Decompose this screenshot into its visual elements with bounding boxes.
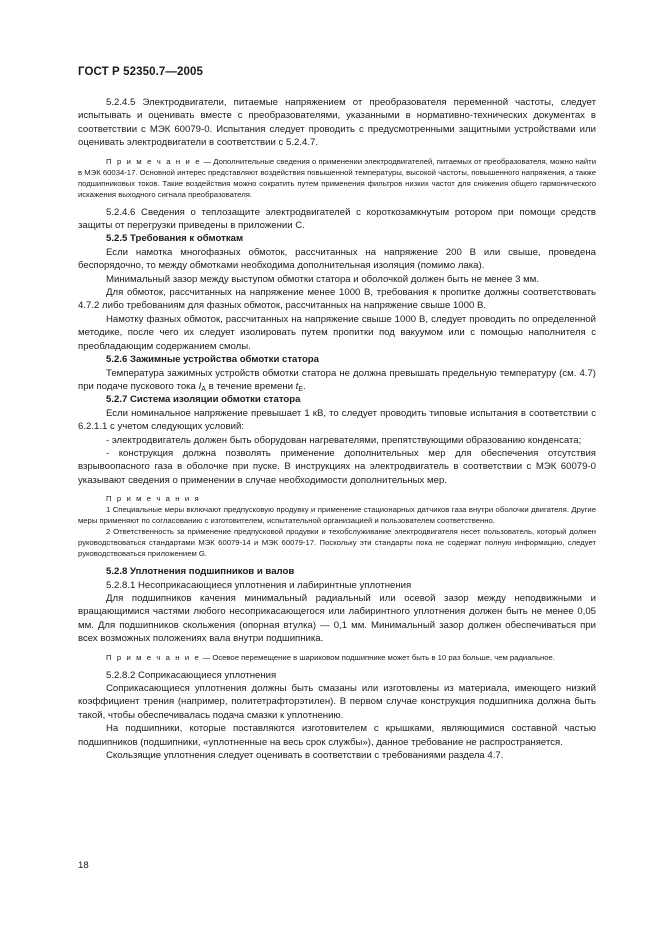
paragraph: - электродвигатель должен быть оборудован нагревателями, препятствующими образованию конденсата; [106,434,582,446]
section-heading: 5.2.5 Требования к обмоткам [106,233,244,245]
symbol-subscript: A [201,385,206,393]
section-heading: 5.2.6 Зажимные устройства обмотки статора [106,354,320,366]
paragraph: Скользящие уплотнения следует оценивать в соответствии с требованиями раздела 4.7. [106,750,504,762]
symbol-subscript: E [298,385,304,393]
note-label: П р и м е ч а н и е [106,652,201,662]
paragraph: Для подшипников качения минимальный радиальный или осевой зазор между неподвижными и вращающимися частями любого несоприкасающегося или лабиринтного уплотнения должен быть не менее 0,05 мм. Для подшипников скольжения (опорная втулка) — 0,1 мм. Минимальный зазор должен обеспечиваться при всех возможных положениях вала внутри подшипника. [78,592,596,645]
paragraph: Для обмоток, рассчитанных на напряжение менее 1000 В, требования к пропитке должны соответствовать 4.7.2 либо требованиям для фазных обмоток, рассчитанных на напряжение свыше 1000 В. [78,287,596,312]
section-heading: 5.2.7 Система изоляции обмотки статора [106,394,301,406]
paragraph [78,367,596,394]
note-paragraph: 2 Ответственность за применение предпусковой продувки и техобслуживание электродвигателя несет пользователь, который должен руководствоваться стандартами МЭК 60079-14 и МЭК 60079-17. Поскольку эти стандарты пока не содержат полную информацию, следует руководствоваться приложением G. [78,527,596,559]
document-header: ГОСТ Р 52350.7—2005 [78,66,203,78]
page-number: 18 [78,860,89,871]
note-text: — Дополнительные сведения о применении электродвигателей, питаемых от преобразователя, можно найти в МЭК 60034-17. Основной интерес представляют воздействия повышенной температуры, высокой частоты, повышенного напряжения, а также подшипниковых токов. Такие воздействия можно сократить путем применения фильтров низких частот для снижения общего гармонического искажения выходного сигнала преобразователя. [78,156,597,199]
symbol-current: I [198,380,202,392]
paragraph: 5.2.4.5 Электродвигатели, питаемые напряжением от преобразователя переменной частоты, следует испытывать и оценивать вместе с преобразователями, указанными в нормативно-технических документах в соответствии с МЭК 60079-0. Испытания следует проводить с предусмотренными защитными устройствами или оценивать электродвигатели в соответствии с 5.2.4.7. [78,97,596,149]
note-paragraph: 1 Специальные меры включают предпусковую продувку и применение стационарных датчиков газа внутри оболочки двигателя. Другие меры применяют по согласованию с изготовителем, испытательной организацией и пользователем соответственно. [78,505,596,526]
note-text: — Осевое перемещение в шариковом подшипнике может быть в 10 раз больше, чем радиальное. [200,652,555,662]
note-paragraph [78,156,596,200]
paragraph: 5.2.4.6 Сведения о теплозащите электродвигателей с короткозамкнутым ротором при помощи средств защиты от перегрузки приведены в приложении С. [78,206,596,232]
paragraph: Если намотка многофазных обмоток, рассчитанных на напряжение 200 В или свыше, проведена беспорядочно, то между обмотками необходима дополнительная изоляция (помимо лака). [78,246,596,272]
paragraph: Соприкасающиеся уплотнения должны быть смазаны или изготовлены из материала, имеющего низкий коэффициент трения (например, политетрафторэтилен). В первом случае конструкция подшипника должна быть такой, чтобы обеспечивалась подача смазки к уплотнению. [78,683,596,721]
paragraph: 5.2.8.1 Несоприкасающиеся уплотнения и лабиринтные уплотнения [106,579,412,591]
paragraph: - конструкция должна позволять применение дополнительных мер для обеспечения отсутствия взрывоопасного газа в оболочке при пуске. В инструкциях на электродвигатель в соответствии с МЭК 60079-0 указывают сведения о применении в случае необходимости дополнительных мер. [78,447,596,486]
note-paragraph: П р и м е ч а н и я [106,494,201,504]
document-body [78,96,596,762]
paragraph: На подшипники, которые поставляются изготовителем с крышками, являющимися составной частью подшипников (подшипники, «уплотненные на весь срок службы»), данное требование не распространяется. [78,723,596,748]
text-span: Температура зажимных устройств обмотки статора не должна превышать предельную температуру (см. 4.7) при подаче пускового тока [78,367,596,392]
paragraph: Если номинальное напряжение превышает 1 кВ, то следует проводить типовые испытания в соответствии с 6.2.1.1 с учетом следующих условий: [78,407,596,433]
note-paragraph [78,652,596,663]
text-span: в течение времени [205,380,296,392]
note-label: П р и м е ч а н и е [106,156,202,166]
symbol-time: t [295,380,299,392]
paragraph: Минимальный зазор между выступом обмотки статора и оболочкой должен быть не менее 3 мм. [106,273,539,285]
text-span: . [303,380,306,392]
paragraph: Намотку фазных обмоток, рассчитанных на напряжение свыше 1000 В, следует проводить по определенной методике, после чего их следует изолировать путем пропитки под вакуумом или с помощью наполнителя с преобладающим содержанием смолы. [78,313,596,352]
section-heading: 5.2.8 Уплотнения подшипников и валов [106,566,295,578]
paragraph: 5.2.8.2 Соприкасающиеся уплотнения [106,669,277,681]
